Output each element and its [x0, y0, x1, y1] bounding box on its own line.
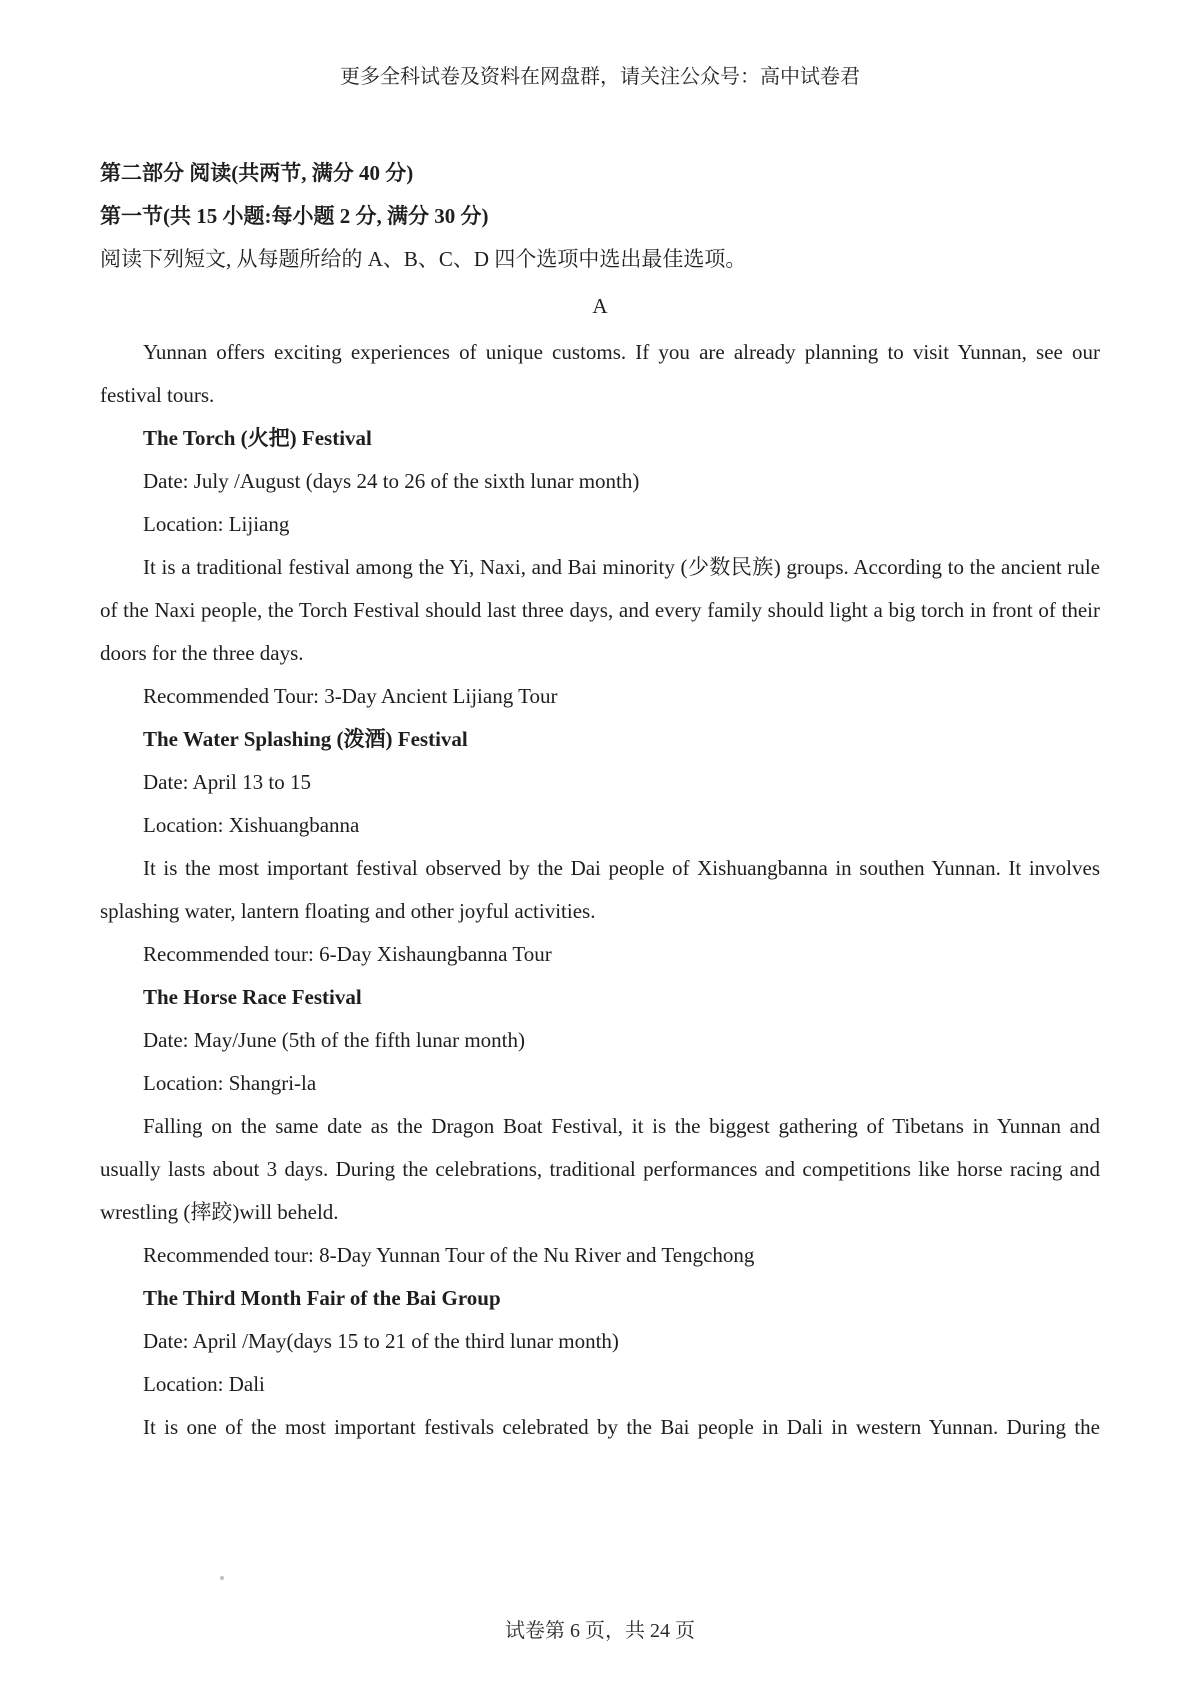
section-title: 第一节(共 15 小题:每小题 2 分, 满分 30 分) [100, 204, 489, 228]
scan-artifact-dot [220, 1576, 224, 1580]
festival-block-water-splashing [100, 718, 1100, 976]
festival-tour: Recommended tour: 8-Day Yunnan Tour of the Nu River and Tengchong [143, 1243, 755, 1267]
festival-tour: Recommended Tour: 3-Day Ancient Lijiang Tour [143, 684, 558, 708]
part-title: 第二部分 阅读(共两节, 满分 40 分) [100, 161, 414, 185]
page-number: 试卷第 6 页，共 24 页 [505, 1620, 695, 1642]
festival-name: The Horse Race Festival [143, 985, 362, 1009]
section-instructions: 阅读下列短文, 从每题所给的 A、B、C、D 四个选项中选出最佳选项。 [100, 247, 747, 271]
festival-location: Location: Xishuangbanna [143, 813, 360, 837]
header-notice: 更多全科试卷及资料在网盘群，请关注公众号：高中试卷君 [340, 66, 860, 88]
festival-date: Date: May/June (5th of the fifth lunar month) [143, 1028, 525, 1052]
passage-label: A [592, 294, 608, 318]
festival-location: Location: Lijiang [143, 512, 290, 536]
festival-location: Location: Dali [143, 1372, 265, 1396]
festival-description: It is the most important festival observed by the Dai people of Xishuangbanna in southen Yunnan. It involves splashing water, lantern floating and other joyful activities. [100, 856, 1100, 923]
passage-intro: Yunnan offers exciting experiences of unique customs. If you are already planning to visit Yunnan, see our festival tours. [100, 340, 1100, 407]
festival-date: Date: July /August (days 24 to 26 of the sixth lunar month) [143, 469, 640, 493]
exam-content [0, 152, 1200, 1449]
festival-block-horse-race [100, 976, 1100, 1277]
festival-name: The Torch (火把) Festival [143, 426, 372, 450]
festival-date: Date: April /May(days 15 to 21 of the third lunar month) [143, 1329, 619, 1353]
festival-block-third-month-fair [100, 1277, 1100, 1449]
festival-description: It is one of the most important festivals celebrated by the Bai people in Dali in western Yunnan. During the [143, 1415, 1100, 1439]
festival-description: Falling on the same date as the Dragon Boat Festival, it is the biggest gathering of Tibetans in Yunnan and usually lasts about 3 days. During the celebrations, traditional performances and competitions like horse racing and wrestling (摔跤)will beheld. [100, 1114, 1100, 1224]
festival-name: The Third Month Fair of the Bai Group [143, 1286, 501, 1310]
festival-description: It is a traditional festival among the Yi, Naxi, and Bai minority (少数民族) groups. According to the ancient rule of the Naxi people, the Torch Festival should last three days, and every family should light a big torch in front of their doors for the three days. [100, 555, 1100, 665]
festival-location: Location: Shangri-la [143, 1071, 317, 1095]
festival-tour: Recommended tour: 6-Day Xishaungbanna Tour [143, 942, 552, 966]
festival-date: Date: April 13 to 15 [143, 770, 311, 794]
festival-name: The Water Splashing (泼酒) Festival [143, 727, 468, 751]
festival-block-torch [100, 417, 1100, 718]
